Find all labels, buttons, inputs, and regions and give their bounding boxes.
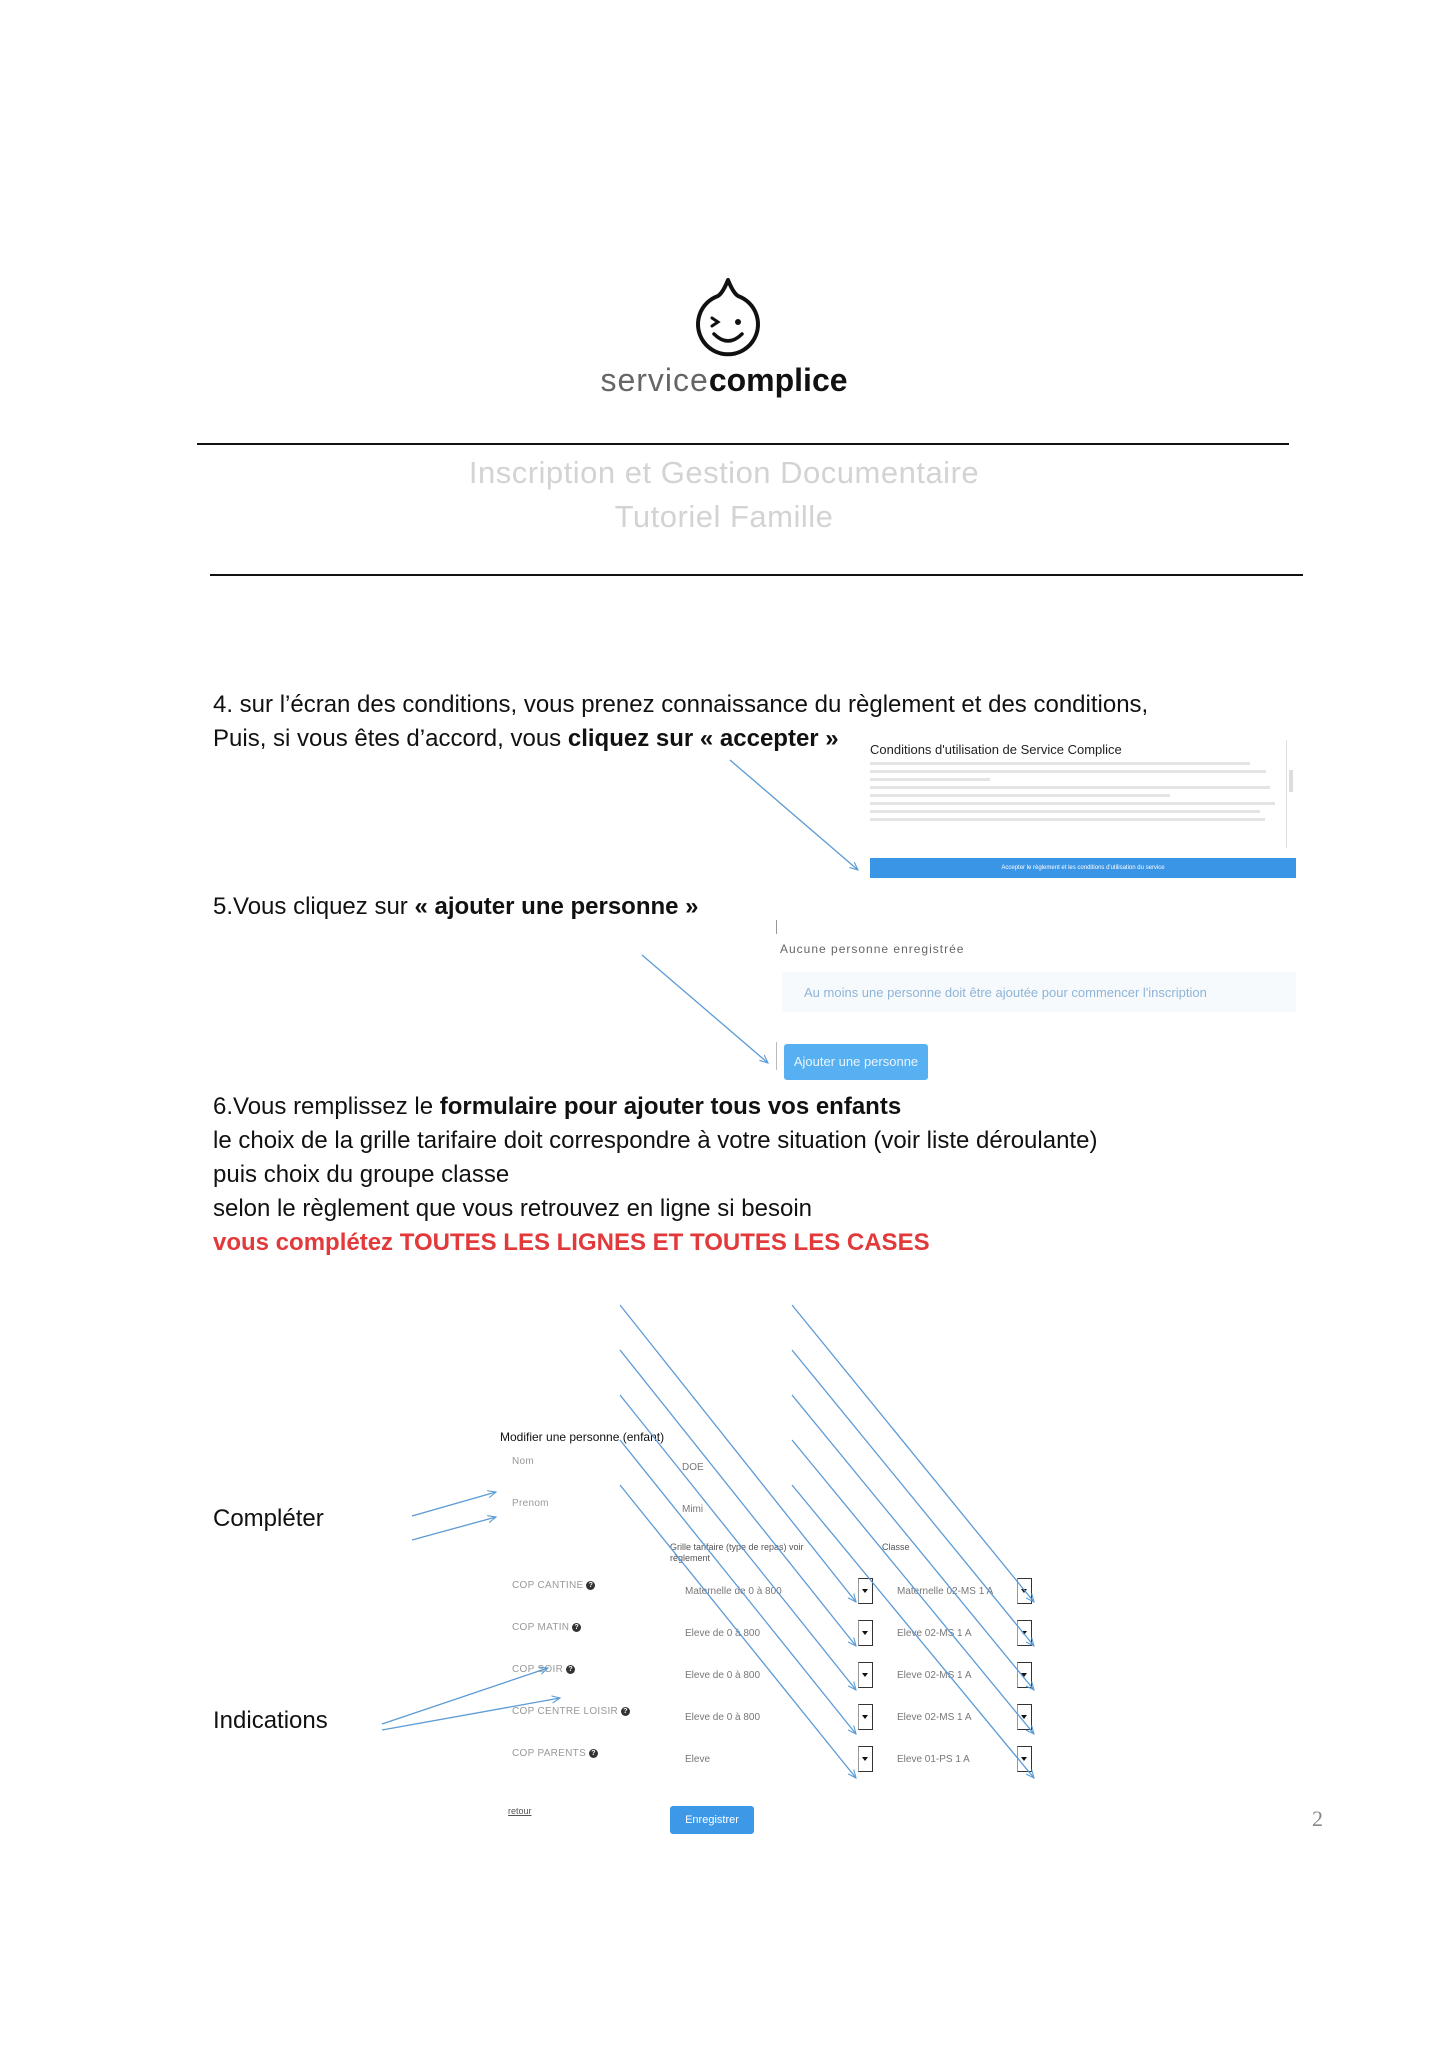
step6-line4: selon le règlement que vous retrouvez en ligne si besoin: [213, 1195, 813, 1222]
step6-line1-plain: 6.Vous remplissez le: [213, 1093, 440, 1120]
step4-line2-text: Puis, si vous êtes d’accord, vous: [213, 725, 568, 752]
help-icon[interactable]: ?: [589, 1749, 598, 1758]
conditions-panel: [868, 740, 1296, 880]
persons-panel-edge-bottom: [776, 1042, 777, 1070]
service-label-matin-text: COP MATIN: [512, 1622, 570, 1633]
nom-field[interactable]: DOE: [682, 1462, 704, 1473]
service-label-soir-text: COP SOIR: [512, 1664, 564, 1675]
step5-text-bold: « ajouter une personne »: [414, 893, 699, 920]
minimum-person-notice: [782, 972, 1296, 1012]
step6-line1-bold: formulaire pour ajouter tous vos enfants: [439, 1093, 902, 1120]
service-label-parents-text: COP PARENTS: [512, 1748, 587, 1759]
grille-dropdown-centre-loisir[interactable]: [858, 1704, 873, 1730]
help-icon[interactable]: ?: [566, 1665, 575, 1674]
step6-line5-warning: vous complétez TOUTES LES LIGNES ET TOUTES LES CASES: [213, 1229, 930, 1256]
step5-text: [213, 890, 699, 924]
help-icon[interactable]: ?: [621, 1707, 630, 1716]
accept-conditions-button[interactable]: Accepter le règlement et les conditions d'utilisation du service: [870, 858, 1296, 878]
conditions-scroll-text: [870, 760, 1280, 826]
classe-select-parents[interactable]: Eleve 01-PS 1 A: [897, 1754, 970, 1765]
classe-dropdown-soir[interactable]: [1017, 1662, 1032, 1688]
brand-name: [0, 362, 1448, 399]
grille-select-parents[interactable]: Eleve: [685, 1754, 711, 1765]
arrow-completer-nom: [412, 1492, 496, 1516]
step6-line3: puis choix du groupe classe: [213, 1161, 510, 1188]
grille-select-cantine[interactable]: Maternelle de 0 à 800: [685, 1586, 782, 1597]
grille-dropdown-soir[interactable]: [858, 1662, 873, 1688]
step4-line2-bold: cliquez sur « accepter »: [567, 725, 839, 752]
classe-dropdown-cantine[interactable]: [1017, 1578, 1032, 1604]
nom-label: Nom: [512, 1456, 535, 1467]
arrow-to-accept: [730, 760, 858, 870]
classe-select-soir[interactable]: Eleve 02-MS 1 A: [897, 1670, 972, 1681]
brand-bold: complice: [708, 362, 848, 398]
no-person-text: Aucune personne enregistrée: [780, 942, 965, 956]
arrow-to-add-person: [642, 955, 768, 1063]
grille-select-centre-loisir[interactable]: Eleve de 0 à 800: [685, 1712, 761, 1723]
doc-title-line2: Tutoriel Famille: [614, 499, 834, 534]
step5-text-plain: 5.Vous cliquez sur: [213, 893, 415, 920]
service-label-soir: [512, 1664, 575, 1675]
brand-light: service: [600, 362, 709, 398]
persons-panel-edge-top: [776, 920, 777, 934]
classe-select-centre-loisir[interactable]: Eleve 02-MS 1 A: [897, 1712, 972, 1723]
service-label-matin: [512, 1622, 581, 1633]
classe-dropdown-parents[interactable]: [1017, 1746, 1032, 1772]
classe-column-header: Classe: [882, 1542, 910, 1552]
prenom-field[interactable]: Mimi: [682, 1504, 704, 1515]
conditions-scrollbar[interactable]: [1286, 740, 1295, 848]
classe-dropdown-matin[interactable]: [1017, 1620, 1032, 1646]
grille-select-matin[interactable]: Eleve de 0 à 800: [685, 1628, 761, 1639]
doc-title-line1: Inscription et Gestion Documentaire: [468, 455, 980, 490]
persons-panel: [776, 920, 1296, 1084]
save-button[interactable]: Enregistrer: [670, 1806, 754, 1834]
annotation-indications: Indications: [213, 1707, 328, 1734]
bottom-rule: [210, 574, 1303, 576]
grille-select-soir[interactable]: Eleve de 0 à 800: [685, 1670, 761, 1681]
service-label-cantine: [512, 1580, 595, 1591]
top-rule: [197, 443, 1289, 445]
page-number: 2: [1312, 1806, 1323, 1831]
classe-select-matin[interactable]: Eleve 02-MS 1 A: [897, 1628, 972, 1639]
classe-select-cantine[interactable]: Maternelle 02-MS 1 A: [897, 1586, 994, 1597]
smiley-logo-icon: [688, 272, 768, 362]
service-label-parents: [512, 1748, 598, 1759]
form-title: Modifier une personne (enfant): [500, 1430, 665, 1444]
help-icon[interactable]: ?: [586, 1581, 595, 1590]
service-label-centre-loisir: [512, 1706, 630, 1717]
person-form: [500, 1430, 1060, 1850]
annotation-completer: Compléter: [213, 1505, 324, 1532]
step6-line2: le choix de la grille tarifaire doit correspondre à votre situation (voir liste déroulante): [213, 1127, 1098, 1154]
grille-dropdown-cantine[interactable]: [858, 1578, 873, 1604]
help-icon[interactable]: ?: [572, 1623, 581, 1632]
grille-dropdown-parents[interactable]: [858, 1746, 873, 1772]
back-link[interactable]: retour: [508, 1806, 532, 1816]
service-label-centre-loisir-text: COP CENTRE LOISIR: [512, 1706, 619, 1717]
service-label-cantine-text: COP CANTINE: [512, 1580, 584, 1591]
grille-dropdown-matin[interactable]: [858, 1620, 873, 1646]
grille-column-header: Grille tarifaire (type de repas) voir règlement: [670, 1542, 804, 1563]
add-person-button[interactable]: Ajouter une personne: [784, 1044, 928, 1080]
step4-line2: [213, 722, 839, 756]
arrow-completer-prenom: [412, 1517, 496, 1540]
minimum-person-notice-text: Au moins une personne doit être ajoutée pour commencer l'inscription: [804, 985, 1207, 1000]
step4-line1: 4. sur l’écran des conditions, vous prenez connaissance du règlement et des conditions,: [213, 691, 1149, 718]
classe-dropdown-centre-loisir[interactable]: [1017, 1704, 1032, 1730]
conditions-title: Conditions d'utilisation de Service Complice: [870, 742, 1122, 757]
step6-line1: [213, 1090, 901, 1124]
prenom-label: Prenom: [512, 1498, 549, 1509]
